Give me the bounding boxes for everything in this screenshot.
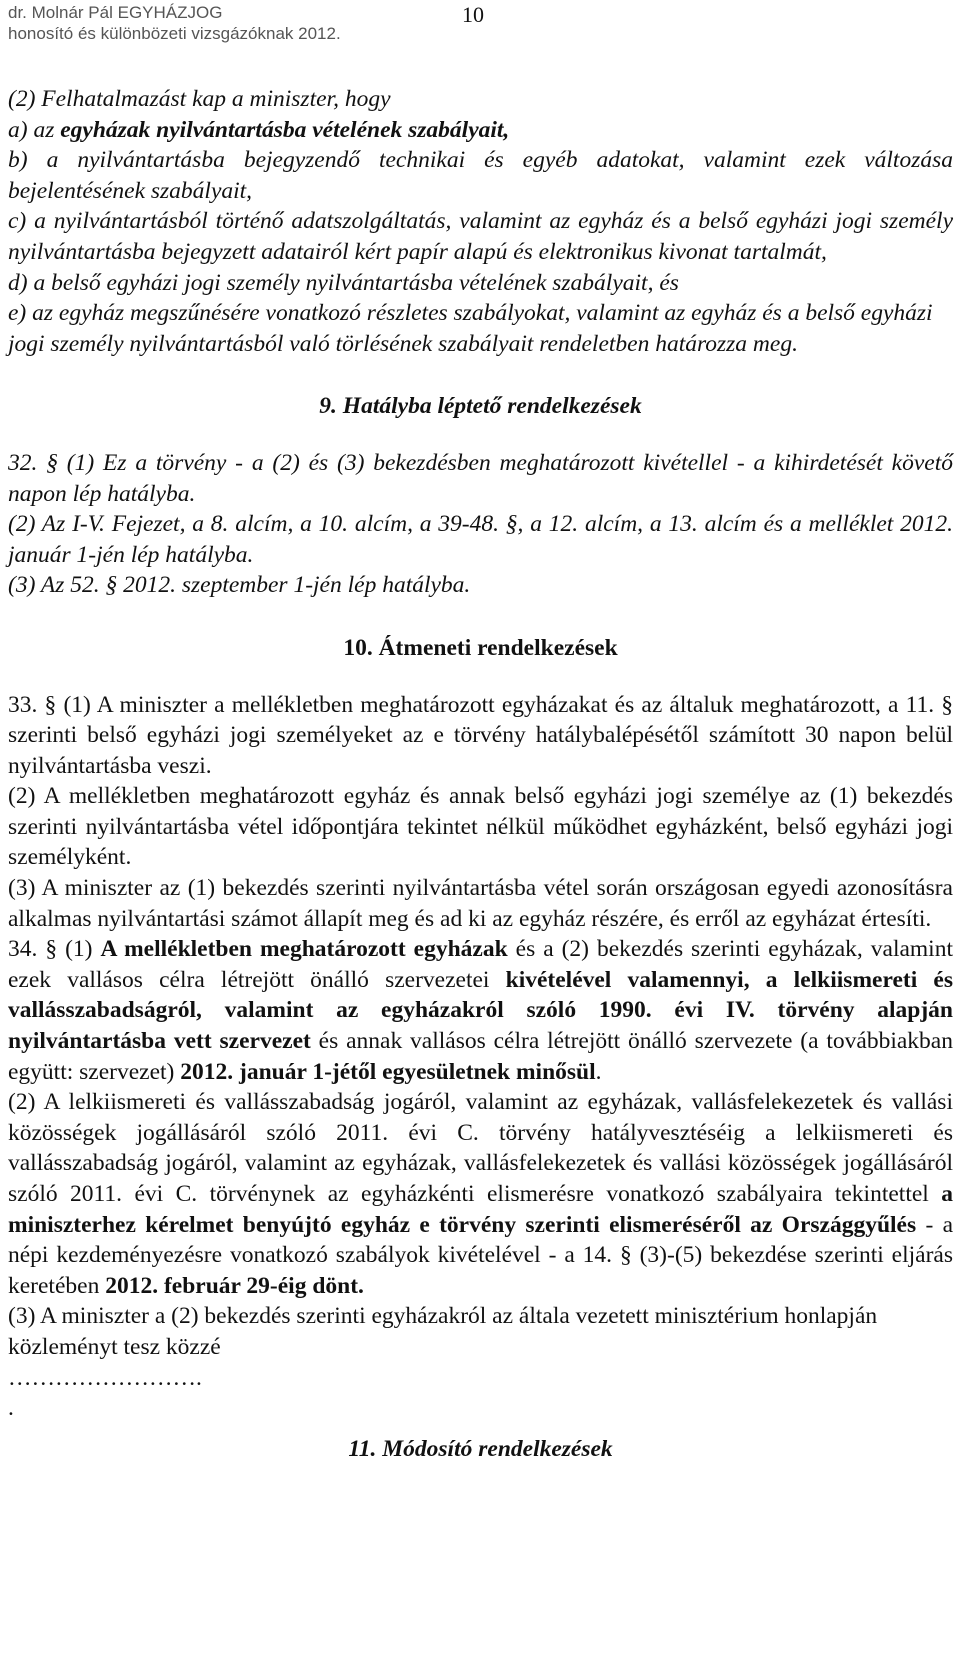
page-number: 10: [462, 2, 484, 27]
s34-p1-bold-b: A mellékletben meghatározott egyházak: [100, 936, 508, 963]
heading-section-9: 9. Hatályba léptető rendelkezések: [319, 393, 642, 420]
authorization-section: [8, 84, 953, 359]
s34-p1-part-g: .: [595, 1058, 602, 1085]
s34-p1-bold-d: kivételével valamennyi, a lelkiismereti és vallásszabadságról, valamint az egyházakról szóló 1990. évi IV. törvény alapján nyilvántartásba vett szervezet: [8, 966, 953, 1055]
authorization-intro: (2) Felhatalmazást kap a miniszter, hogy: [8, 86, 391, 112]
heading-section-10: 10. Átmeneti rendelkezések: [343, 634, 618, 661]
s34-paragraph-3: (3) A miniszter a (2) bekezdés szerinti egyházakról az általa vezetett minisztérium honlapján közleményt tesz közzé: [8, 1303, 878, 1360]
item-a-bold: egyházak nyilvántartásba vételének szabályait,: [60, 116, 510, 143]
s34-p2-part-a: (2) A lelkiismereti és vallásszabadság jogáról, valamint az egyházak, vallásfelekezetek és vallási közösségek jogállásáról szóló 2011. évi C. törvény hatályvesztéséig a lelkiismereti és vallásszabadság jogáról, valamint az egyházak, vallásfelekezetek és vallási közösségek jogállásáról szóló 2011. évi C. törvénynek az egyházkénti elismerésre vonatkozó szabályaira tekintettel: [8, 1089, 953, 1207]
running-header: [8, 2, 341, 44]
authorization-item-e: e) az egyház megszűnésére vonatkozó részletes szabályokat, valamint az egyház és a belső egyházi jogi személy nyilvántartásból való törlésének szabályait rendeletben határozza meg.: [8, 300, 933, 357]
s34-p1-part-e: és annak vallásos célra létrejött önálló szervezete (a továbbiakban együtt: szervezet): [8, 1028, 953, 1085]
section-32: [8, 448, 953, 601]
s33-paragraph-2: (2) A mellékletben meghatározott egyház és annak belső egyházi jogi személye az (1) bekezdés szerinti nyilvántartásba vétel időpontjára tekintet nélkül működhet egyházként, belső egyházi jogi személyként.: [8, 783, 953, 871]
section-34: [8, 934, 953, 1424]
authorization-item-d: d) a belső egyházi jogi személy nyilvántartásba vételének szabályait, és: [8, 269, 679, 296]
s34-p2-bold-b: a miniszterhez kérelmet benyújtó egyház e törvény szerinti elismeréséről az Országgyűlés: [8, 1181, 953, 1238]
authorization-item-c: c) a nyilvántartásból történő adatszolgáltatás, valamint az egyház és a belső egyházi jogi személy nyilvántartásba bejegyzett adatairól kért papír alapú és elektronikus kivonat tartalmát,: [8, 208, 953, 265]
s34-p1-bold-f: 2012. január 1-jétől egyesületnek minősül: [180, 1058, 596, 1085]
authorization-item-b: b) a nyilvántartásba bejegyzendő technikai és egyéb adatokat, valamint ezek változása bejelentésének szabályait,: [8, 147, 953, 204]
heading-section-11: 11. Módosító rendelkezések: [348, 1435, 613, 1462]
s34-p2-bold-d: 2012. február 29-éig dönt.: [105, 1272, 364, 1299]
item-a-prefix: a) az: [8, 116, 61, 143]
s33-paragraph-1: 33. § (1) A miniszter a mellékletben meghatározott egyházakat és az általuk meghatározott, a 11. § szerinti belső egyházi jogi személyeket az e törvény hatálybalépésétől számított 30 napon belül nyilvántartásba veszi.: [8, 691, 953, 779]
s34-p1-part-a: 34. § (1): [8, 936, 101, 963]
header-subtitle: honosító és különbözeti vizsgázóknak 2012.: [8, 24, 341, 43]
s34-p2-part-c: - a népi kezdeményezésre vonatkozó szabályok kivételével - a 14. § (3)-(5) bekezdése szerinti eljárás keretében: [8, 1211, 953, 1299]
s34-p1-part-c: és a (2) bekezdés szerinti egyházak, valamint ezek vallásos célra létrejött önálló szervezetei: [8, 936, 953, 993]
s32-paragraph-1: 32. § (1) Ez a törvény - a (2) és (3) bekezdésben meghatározott kivétellel - a kihirdetését követő napon lép hatályba.: [8, 449, 953, 507]
section-33: [8, 690, 953, 935]
authorization-item-a: [8, 115, 953, 146]
s34-dot: .: [8, 1395, 14, 1422]
s33-paragraph-3: (3) A miniszter az (1) bekezdés szerinti nyilvántartásba vétel során országosan egyedi azonosításra alkalmas nyilvántartási számot állapít meg és ad ki az egyház részére, és erről az egyházat értesíti.: [8, 875, 953, 932]
document-body: [8, 84, 953, 1464]
s34-paragraph-1: [8, 934, 953, 1087]
header-author: dr. Molnár Pál EGYHÁZJOG: [8, 3, 223, 22]
s32-paragraph-3: (3) Az 52. § 2012. szeptember 1-jén lép hatályba.: [8, 572, 471, 599]
s32-paragraph-2: (2) Az I-V. Fejezet, a 8. alcím, a 10. alcím, a 39-48. §, a 12. alcím, a 13. alcím és a melléklet 2012. január 1-jén lép hatályba.: [8, 511, 953, 568]
s34-paragraph-2: [8, 1087, 953, 1301]
s34-dots: …………………….: [8, 1364, 202, 1391]
